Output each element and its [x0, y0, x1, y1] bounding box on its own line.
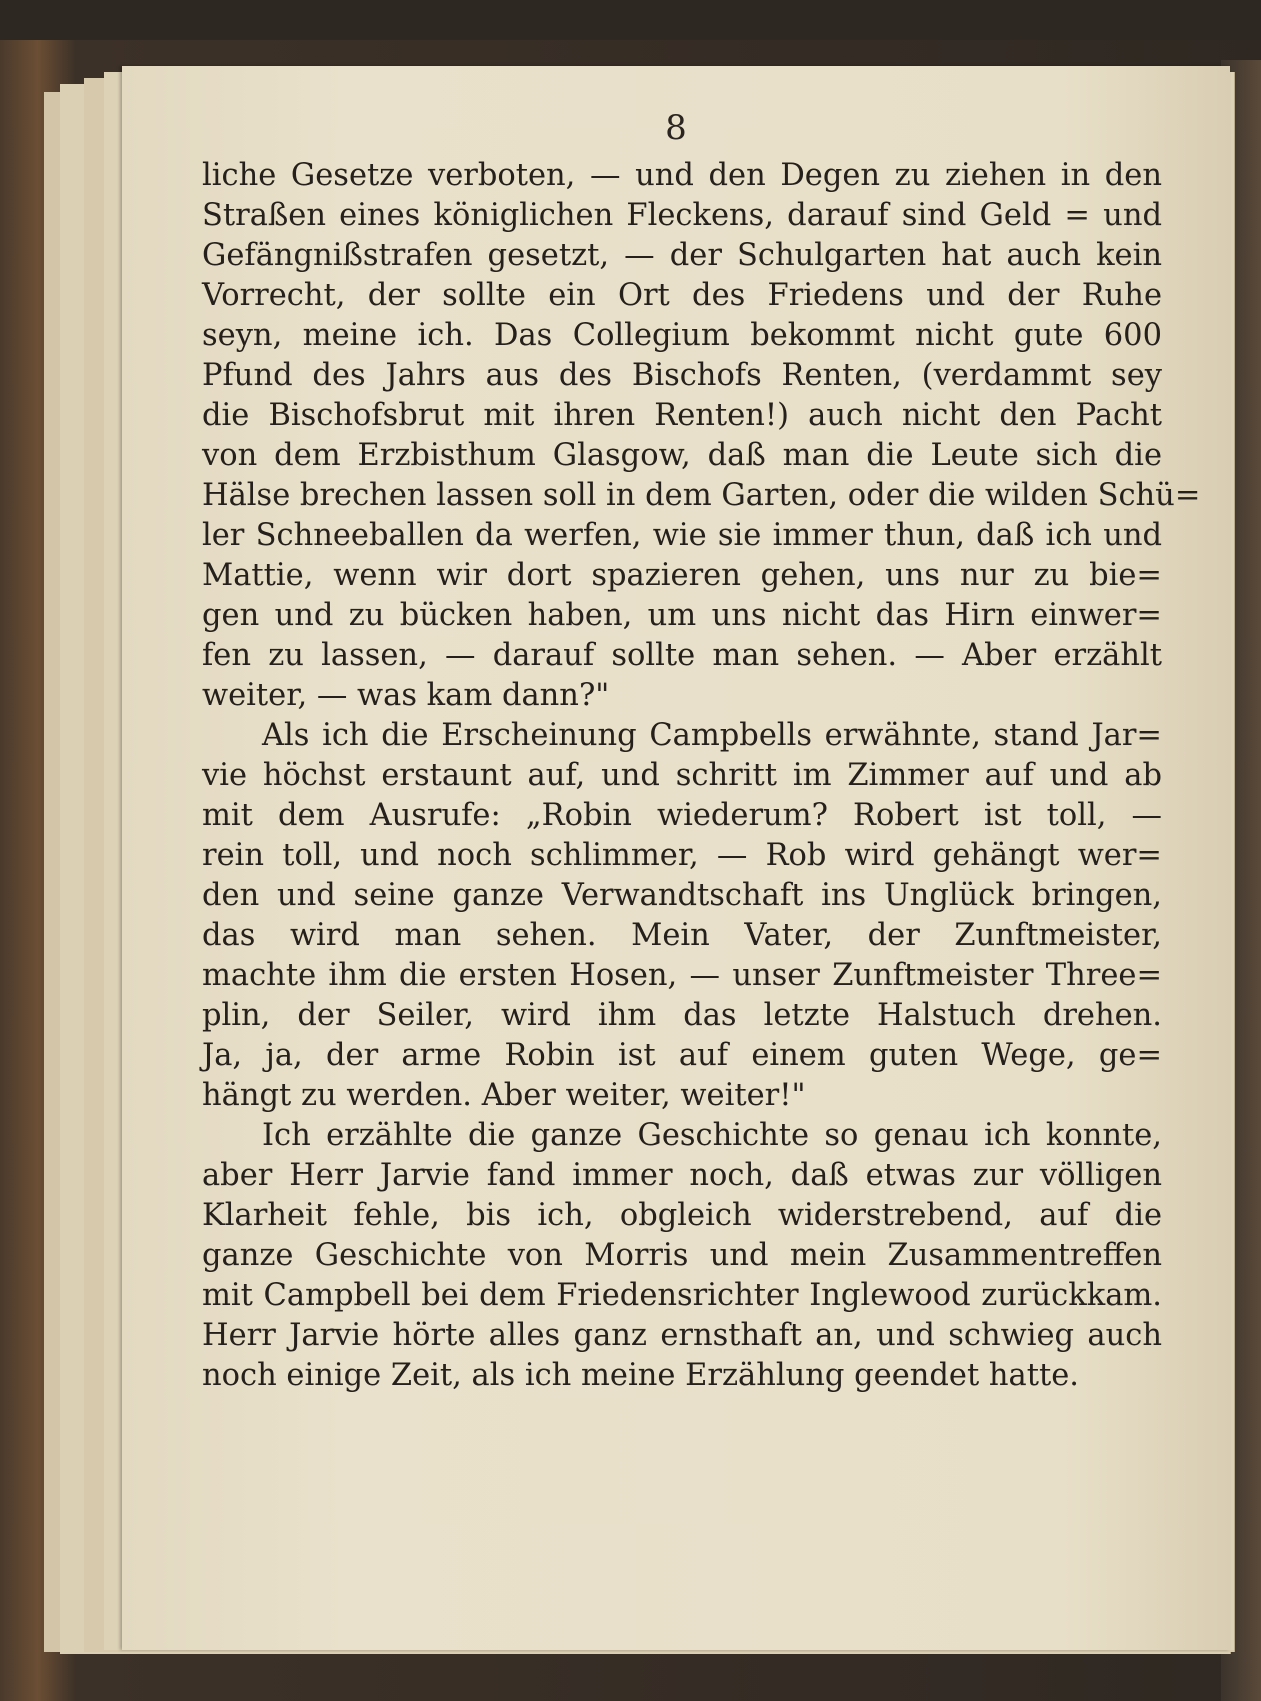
text-line: Klarheit fehle, bis ich, obgleich widerstrebend, auf die [202, 1198, 1162, 1233]
page-number: 8 [665, 108, 687, 148]
text-line: Vorrecht, der sollte ein Ort des Friedens und der Ruhe [202, 278, 1162, 313]
text-line: den und seine ganze Verwandtschaft ins Unglück bringen, [202, 878, 1162, 913]
text-line: ganze Geschichte von Morris und mein Zusammentreffen [202, 1238, 1162, 1273]
text-line: mit dem Ausrufe: „Robin wiederum? Robert ist toll, — [202, 798, 1162, 833]
text-line: Mattie, wenn wir dort spazieren gehen, uns nur zu bie= [202, 558, 1162, 593]
paragraph [202, 1116, 1162, 1396]
text-line: hängt zu werden. Aber weiter, weiter!" [202, 1078, 806, 1113]
paragraph [202, 156, 1201, 716]
text-line: Hälse brechen lassen soll in dem Garten, oder die wilden Schü= [202, 478, 1201, 513]
text-line: mit Campbell bei dem Friedensrichter Inglewood zurückkam. [202, 1278, 1162, 1313]
text-line: fen zu lassen, — darauf sollte man sehen. — Aber erzählt [202, 638, 1162, 673]
text-line: seyn, meine ich. Das Collegium bekommt nicht gute 600 [202, 318, 1162, 353]
text-line: rein toll, und noch schlimmer, — Rob wird gehängt wer= [202, 838, 1162, 873]
text-line: Als ich die Erscheinung Campbells erwähnte, stand Jar= [262, 718, 1162, 753]
paragraph [202, 716, 1162, 1116]
text-line: Herr Jarvie hörte alles ganz ernsthaft an, und schwieg auch [202, 1318, 1162, 1353]
text-line: das wird man sehen. Mein Vater, der Zunftmeister, [202, 918, 1162, 953]
text-line: Ich erzählte die ganze Geschichte so genau ich konnte, [262, 1118, 1162, 1153]
text-line: gen und zu bücken haben, um uns nicht das Hirn einwer= [202, 598, 1162, 633]
page-text [202, 156, 1201, 1396]
text-line: vie höchst erstaunt auf, und schritt im Zimmer auf und ab [202, 758, 1162, 793]
text-line: aber Herr Jarvie fand immer noch, daß etwas zur völligen [202, 1158, 1162, 1193]
text-line: noch einige Zeit, als ich meine Erzählung geendet hatte. [202, 1358, 1079, 1393]
text-line: ler Schneeballen da werfen, wie sie immer thun, daß ich und [202, 518, 1162, 553]
text-line: Pfund des Jahrs aus des Bischofs Renten, (verdammt sey [202, 358, 1162, 393]
text-line: plin, der Seiler, wird ihm das letzte Halstuch drehen. [202, 998, 1162, 1033]
text-line: liche Gesetze verboten, — und den Degen zu ziehen in den [202, 158, 1162, 193]
book-page [122, 66, 1230, 1650]
text-line: machte ihm die ersten Hosen, — unser Zunftmeister Three= [202, 958, 1162, 993]
text-line: von dem Erzbisthum Glasgow, daß man die Leute sich die [202, 438, 1162, 473]
text-line: die Bischofsbrut mit ihren Renten!) auch nicht den Pacht [202, 398, 1162, 433]
text-line: Straßen eines königlichen Fleckens, darauf sind Geld = und [202, 198, 1162, 233]
text-line: Ja, ja, der arme Robin ist auf einem guten Wege, ge= [202, 1038, 1162, 1073]
text-line: weiter, — was kam dann?" [202, 678, 610, 713]
text-line: Gefängnißstrafen gesetzt, — der Schulgarten hat auch kein [202, 238, 1162, 273]
